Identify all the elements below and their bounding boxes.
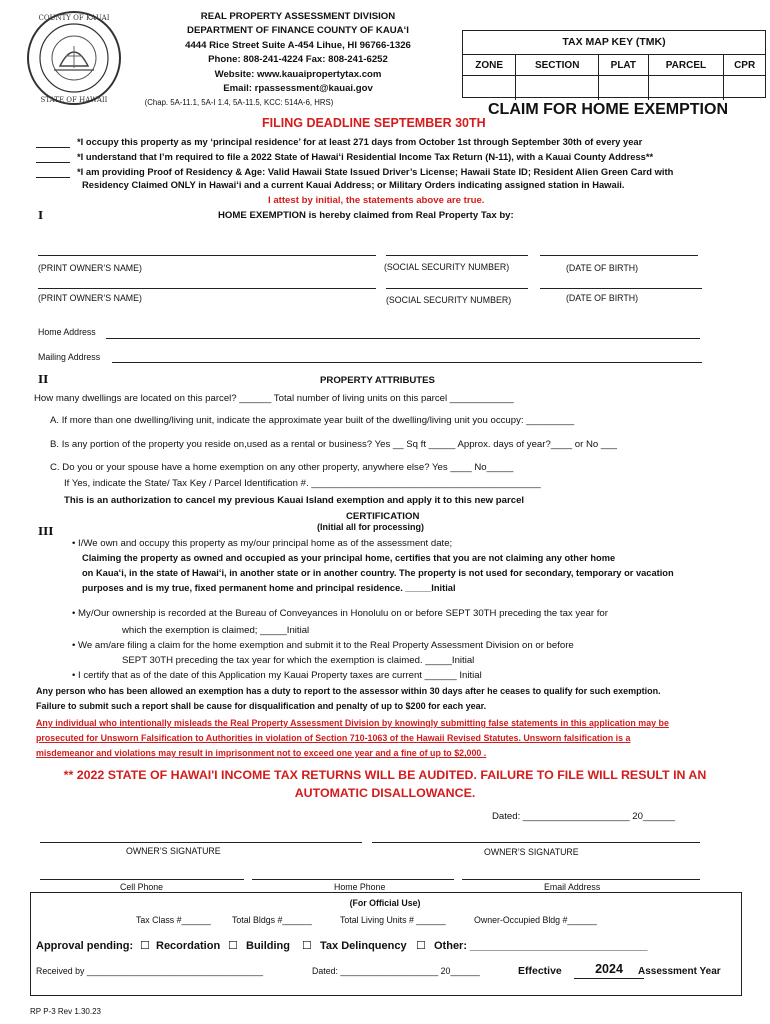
svg-text:COUNTY OF KAUAI: COUNTY OF KAUAI (38, 14, 110, 22)
cert-bullet-1: • I/We own and occupy this property as my/our principal home as of the assessment date; (72, 538, 453, 549)
owner2-name-label: (PRINT OWNER’S NAME) (38, 293, 142, 303)
failure-penalty: Failure to submit such a report shall be cause for disqualification and penalty of up to $200 for each year. (36, 701, 487, 711)
received-by-field[interactable]: Received by ____________________________________ (36, 966, 263, 976)
tmk-col-parcel: PARCEL (648, 55, 724, 76)
section-i-marker: I (38, 209, 44, 222)
tmk-table (463, 54, 765, 100)
attestation-tax-return: *I understand that I’m required to file a 2022 State of Hawaiʻi Residential Income Tax Return (N-11), with a Kauai County Address** (77, 151, 654, 162)
agency-website: Website: www.kauaipropertytax.com (214, 68, 382, 80)
tmk-col-plat: PLAT (599, 55, 649, 76)
section-ii-heading: PROPERTY ATTRIBUTES (320, 375, 435, 386)
tax-class-field[interactable]: Tax Class #______ (136, 915, 211, 925)
tmk-col-section: SECTION (516, 55, 599, 76)
agency-phone: Phone: 808-241-4224 Fax: 808-241-6252 (208, 54, 388, 66)
owner2-name-field[interactable] (38, 288, 376, 289)
owner1-ssn-field[interactable] (386, 255, 528, 256)
question-c: C. Do you or your spouse have a home exemption on any other property, anywhere else? Yes ____ No_____ (50, 462, 514, 473)
email-field[interactable] (462, 879, 700, 880)
cell-phone-field[interactable] (40, 879, 244, 880)
attest-note: I attest by initial, the statements above are true. (268, 195, 485, 206)
tmk-box (462, 30, 766, 98)
home-phone-label: Home Phone (334, 882, 386, 892)
living-units-field[interactable]: Total Living Units # ______ (340, 915, 446, 925)
county-seal-logo (24, 8, 124, 108)
total-bldgs-field[interactable]: Total Bldgs #______ (232, 915, 312, 925)
cert-bullet-2-detail: which the exemption is claimed; _____Initial (122, 625, 310, 636)
attestation-proof-cont: Residency Claimed ONLY in Hawaiʻi and a current Kauai Address; or Military Orders indicating assigned station in Hawaii. (82, 179, 625, 190)
owner2-signature-field[interactable] (372, 842, 700, 843)
initial-line-1[interactable] (36, 147, 70, 148)
mailing-address-field[interactable] (112, 362, 702, 363)
mailing-address-label: Mailing Address (38, 352, 101, 362)
section-ii-marker: II (38, 373, 49, 386)
form-title: CLAIM FOR HOME EXEMPTION (488, 101, 728, 118)
owner2-signature-label: OWNER’S SIGNATURE (484, 847, 579, 857)
owner1-signature-label: OWNER’S SIGNATURE (126, 846, 221, 856)
audit-notice-line-2: AUTOMATIC DISALLOWANCE. (294, 786, 476, 800)
attestation-proof: *I am providing Proof of Residency & Age: Valid Hawaii State Issued Driver’s License; Hawaii State ID; Resident Alien Green Card with (77, 166, 674, 177)
tmk-col-zone: ZONE (463, 55, 516, 76)
tmk-col-cpr: CPR (724, 55, 765, 76)
owner1-name-field[interactable] (38, 255, 376, 256)
cert-bullet-3: • We am/are filing a claim for the home exemption and submit it to the Real Property Assessment Division on or before (72, 640, 574, 651)
recordation-checkbox[interactable]: ☐ (140, 940, 150, 952)
tmk-section-input[interactable] (516, 76, 599, 101)
dated-field[interactable]: Dated: ____________________ 20______ (492, 811, 675, 822)
tmk-parcel-input[interactable] (648, 76, 724, 101)
dwellings-question: How many dwellings are located on this parcel? ______ Total number of living units on this parcel ____________ (34, 393, 514, 404)
section-i-heading: HOME EXEMPTION is hereby claimed from Real Property Tax by: (218, 210, 514, 221)
approval-pending-label: Approval pending: (36, 940, 134, 952)
question-b: B. Is any portion of the property you reside on,used as a rental or business? Yes __ Sq ft _____ Approx. days of year?____ or No ___ (50, 439, 617, 450)
owner-occupied-field[interactable]: Owner-Occupied Bldg #______ (474, 915, 597, 925)
filing-deadline: FILING DEADLINE SEPTEMBER 30TH (262, 116, 486, 130)
question-c-if-yes: If Yes, indicate the State/ Tax Key / Parcel Identification #. ___________________________________________ (64, 478, 541, 489)
tmk-zone-input[interactable] (463, 76, 516, 101)
email-label: Email Address (544, 882, 601, 892)
tax-delinquency-label: Tax Delinquency (320, 940, 407, 952)
agency-header (128, 10, 468, 96)
svg-text:STATE OF HAWAII: STATE OF HAWAII (40, 96, 108, 104)
tax-delinquency-checkbox[interactable]: ☐ (302, 940, 312, 952)
tmk-title: TAX MAP KEY (TMK) (562, 36, 666, 48)
cancel-authorization: This is an authorization to cancel my previous Kauai Island exemption and apply it to this new parcel (64, 495, 525, 506)
section-iii-marker: III (38, 525, 54, 538)
warning-line-2: prosecuted for Unsworn Falsification to Authorities in violation of Section 710-1063 of the Hawaii Revised Statutes. Unsworn falsification is a (36, 733, 631, 743)
certification-heading: CERTIFICATION (346, 511, 420, 522)
official-dated-field[interactable]: Dated: ____________________ 20______ (312, 966, 480, 976)
warning-line-1: Any individual who intentionally misleads the Real Property Assessment Division by knowingly submitting false statements in this application may be (36, 718, 669, 728)
owner2-dob-label: (DATE OF BIRTH) (566, 293, 639, 303)
statute-reference: (Chap. 5A-11.1, 5A-I 1.4, 5A-11.5, KCC: 514A-6, HRS) (144, 98, 334, 107)
agency-address: 4444 Rice Street Suite A-454 Lihue, HI 96766-1326 (185, 39, 411, 51)
recordation-label: Recordation (156, 940, 221, 952)
effective-year-value: 2024 (574, 962, 644, 979)
other-checkbox[interactable]: ☐ (416, 940, 426, 952)
tmk-plat-input[interactable] (599, 76, 649, 101)
cert-bullet-1-detail-3: purposes and is my true, fixed permanent home and principal residence. _____Initial (82, 583, 456, 593)
tmk-cpr-input[interactable] (724, 76, 765, 101)
official-use-heading: (For Official Use) (349, 898, 421, 908)
cert-bullet-1-detail-1: Claiming the property as owned and occupied as your principal home, certifies that you are not claiming any other home (82, 553, 616, 563)
owner1-dob-label: (DATE OF BIRTH) (566, 263, 639, 273)
cert-bullet-1-detail-2: on Kauaʻi, in the state of Hawaiʻi, in another state or in another country. The property is not used for secondary, temporary or vacation (82, 568, 674, 578)
home-address-field[interactable] (106, 338, 700, 339)
initial-line-3[interactable] (36, 177, 70, 178)
owner1-signature-field[interactable] (40, 842, 362, 843)
owner2-ssn-field[interactable] (386, 288, 528, 289)
attestation-residence: *I occupy this property as my ‘principal residence’ for at least 271 days from October 1st through September 30th of every year (77, 136, 643, 147)
cert-bullet-2: • My/Our ownership is recorded at the Bureau of Conveyances in Honolulu on or before SEPT 30TH preceding the tax year for (72, 608, 608, 619)
owner2-ssn-label: (SOCIAL SECURITY NUMBER) (386, 295, 512, 305)
cell-phone-label: Cell Phone (120, 882, 164, 892)
owner1-ssn-label: (SOCIAL SECURITY NUMBER) (384, 262, 510, 272)
duty-to-report: Any person who has been allowed an exemption has a duty to report to the assessor within 30 days after he ceases to qualify for such exemption. (36, 686, 661, 696)
department-name: DEPARTMENT OF FINANCE COUNTY OF KAUAʻI (187, 25, 409, 37)
owner2-dob-field[interactable] (540, 288, 702, 289)
form-revision: RP P-3 Rev 1.30.23 (30, 1007, 102, 1016)
effective-label: Effective (518, 965, 562, 977)
home-phone-field[interactable] (252, 879, 454, 880)
owner1-name-label: (PRINT OWNER’S NAME) (38, 263, 142, 273)
division-name: REAL PROPERTY ASSESSMENT DIVISION (200, 11, 396, 22)
building-label: Building (246, 940, 290, 952)
warning-line-3: misdemeanor and violations may result in imprisonment not to exceed one year and a fine of up to $2,000 . (36, 748, 487, 758)
audit-notice-line-1: ** 2022 STATE OF HAWAI'I INCOME TAX RETURNS WILL BE AUDITED. FAILURE TO FILE WILL RESULT IN AN (63, 768, 707, 782)
building-checkbox[interactable]: ☐ (228, 940, 238, 952)
agency-email: Email: rpassessment@kauai.gov (223, 83, 373, 95)
home-address-label: Home Address (38, 327, 96, 337)
owner1-dob-field[interactable] (540, 255, 698, 256)
assessment-year-label: Assessment Year (638, 966, 721, 977)
initial-line-2[interactable] (36, 162, 70, 163)
question-a: A. If more than one dwelling/living unit, indicate the approximate year built of the dwelling/living unit you occupy: _________ (50, 415, 575, 426)
cert-bullet-4: • I certify that as of the date of this Application my Kauai Property taxes are current ______ Initial (72, 670, 482, 681)
cert-bullet-3-detail: SEPT 30TH preceding the tax year for which the exemption is claimed. _____Initial (122, 655, 475, 666)
certification-subheading: (Initial all for processing) (317, 522, 425, 532)
other-field[interactable]: Other: _____________________________ (434, 940, 648, 952)
